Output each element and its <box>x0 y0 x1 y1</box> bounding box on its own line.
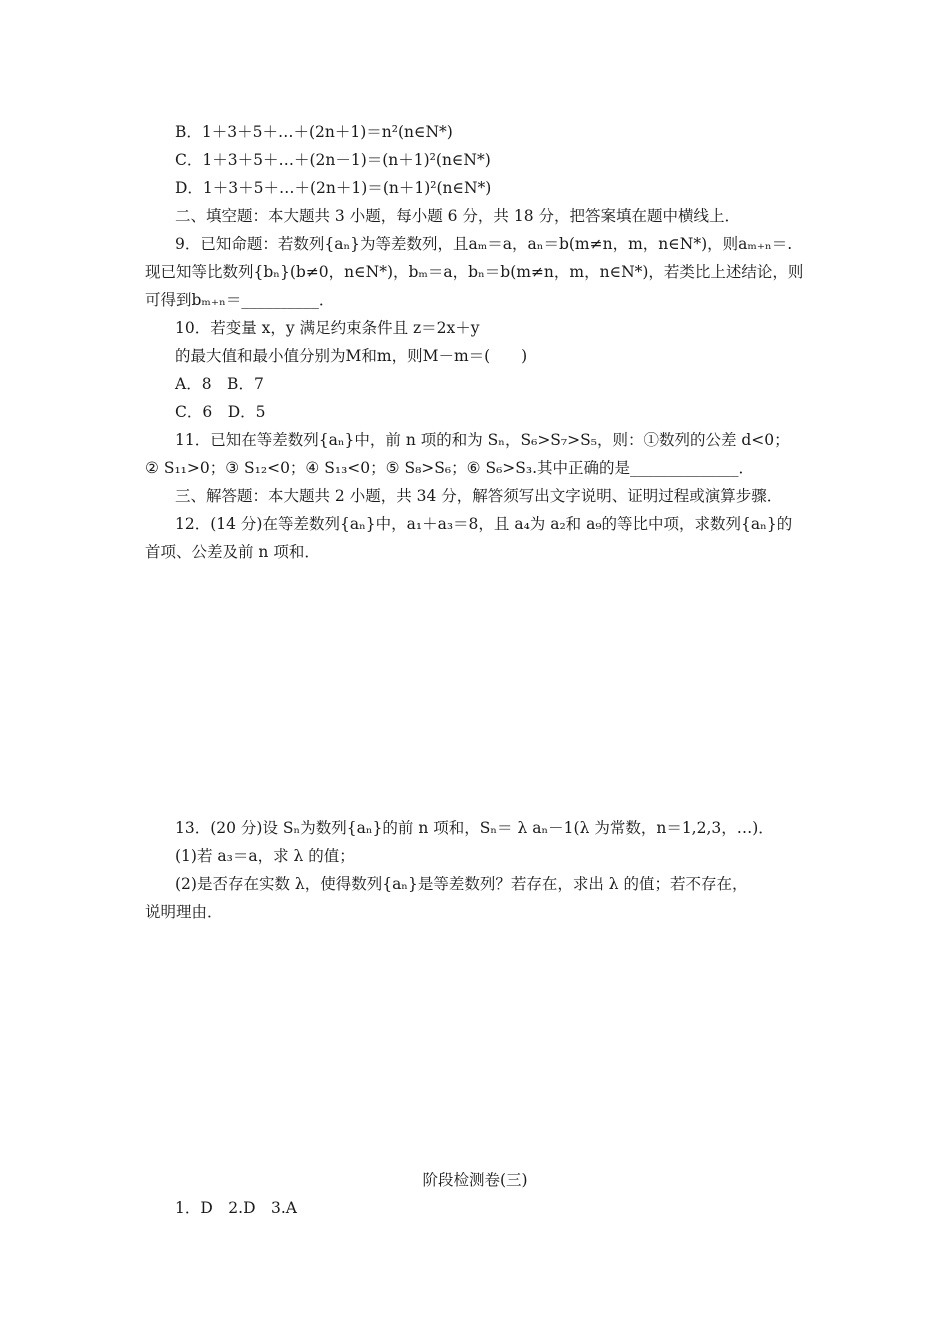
question-10-options-ab: A．8 B．7 <box>175 375 264 393</box>
question-13-part-2: (2)是否存在实数 λ，使得数列{aₙ}是等差数列？若存在，求出 λ 的值；若不存在， <box>175 875 748 893</box>
section-heading-solutions: 三、解答题：本大题共 2 小题，共 34 分，解答须写出文字说明、证明过程或演算步骤． <box>175 487 783 505</box>
question-9-line-3: 可得到bₘ₊ₙ＝__________． <box>145 291 335 309</box>
question-11-line-2: ② S₁₁>0；③ S₁₂<0；④ S₁₃<0；⑤ S₈>S₆；⑥ S₆>S₃.其中正确的是______________． <box>145 459 755 477</box>
option-d: D．1＋3＋5＋…＋(2n＋1)＝(n＋1)²(n∈N*) <box>175 179 492 197</box>
question-10-options-cd: C．6 D．5 <box>175 403 266 421</box>
question-13-part-1: (1)若 a₃＝a，求 λ 的值； <box>175 847 355 865</box>
option-c: C．1＋3＋5＋…＋(2n－1)＝(n＋1)²(n∈N*) <box>175 151 491 169</box>
question-10-line-2: 的最大值和最小值分别为M和m，则M－m＝( ) <box>175 347 528 365</box>
option-b: B．1＋3＋5＋…＋(2n＋1)＝n²(n∈N*) <box>175 123 453 141</box>
question-12-line-2: 首项、公差及前 n 项和． <box>145 543 320 561</box>
section-heading-fill-in: 二、填空题：本大题共 3 小题，每小题 6 分，共 18 分，把答案填在题中横线上． <box>175 207 741 225</box>
answer-line: 1．D 2.D 3.A <box>175 1199 297 1217</box>
question-9-line-2: 现已知等比数列{bₙ}(b≠0，n∈N*)，bₘ＝a，bₙ＝b(m≠n，m，n∈N*)，若类比上述结论，则 <box>145 263 804 281</box>
answer-section-title: 阶段检测卷(三) <box>422 1171 528 1189</box>
question-11-line-1: 11．已知在等差数列{aₙ}中，前 n 项的和为 Sₙ，S₆>S₇>S₅，则：①数列的公差 d<0； <box>175 431 790 449</box>
question-13-line-1: 13．(20 分)设 Sₙ为数列{aₙ}的前 n 项和，Sₙ＝ λ aₙ－1(λ 为常数，n＝1,2,3，…)． <box>175 819 774 837</box>
question-9-line-1: 9．已知命题：若数列{aₙ}为等差数列，且aₘ＝a，aₙ＝b(m≠n，m，n∈N*)，则aₘ₊ₙ＝. <box>175 235 793 253</box>
question-10-line-1: 10．若变量 x，y 满足约束条件且 z＝2x＋y <box>175 319 480 337</box>
question-12-line-1: 12．(14 分)在等差数列{aₙ}中，a₁＋a₃＝8，且 a₄为 a₂和 a₉的等比中项，求数列{aₙ}的 <box>175 515 793 533</box>
question-13-part-2-cont: 说明理由． <box>145 903 223 921</box>
